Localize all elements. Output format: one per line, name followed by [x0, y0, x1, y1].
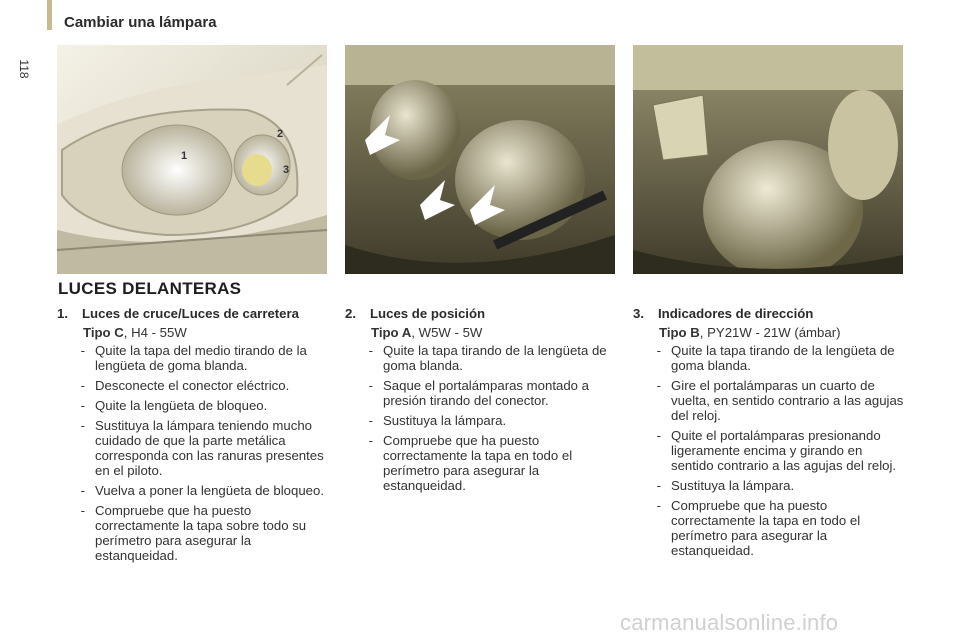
- step-list: [57, 343, 329, 563]
- step-text: Vuelva a poner la lengüeta de bloqueo.: [95, 483, 325, 498]
- step-text: Sustituya la lámpara.: [383, 413, 507, 428]
- bullet-dash: -: [368, 378, 373, 393]
- bulb-type-label: Tipo A: [371, 325, 412, 340]
- bulb-type-label: Tipo C: [83, 325, 124, 340]
- bullet-dash: -: [368, 433, 373, 448]
- page-header: Cambiar una lámpara: [64, 14, 217, 31]
- list-item: [57, 343, 329, 373]
- section-title: LUCES DELANTERAS: [58, 279, 242, 298]
- list-item: [633, 378, 908, 423]
- list-item: [633, 428, 908, 473]
- bulb-type-value: , H4 - 55W: [123, 325, 187, 340]
- bullet-dash: -: [80, 343, 85, 358]
- step-text: Compruebe que ha puesto correctamente la tapa en todo el perímetro para asegurar la estanqueidad.: [383, 433, 573, 493]
- column-position-lamps: [345, 306, 620, 498]
- step-text: Quite la tapa del medio tirando de la lengüeta de goma blanda.: [95, 343, 307, 373]
- list-item: [345, 378, 620, 408]
- step-list: [633, 343, 908, 558]
- item-heading: [633, 306, 908, 321]
- page-number: 118: [17, 59, 31, 79]
- bullet-dash: -: [656, 378, 661, 393]
- item-title: Indicadores de dirección: [658, 306, 814, 321]
- watermark: carmanualsonline.info: [620, 610, 839, 635]
- step-text: Quite la tapa tirando de la lengüeta de goma blanda.: [671, 343, 895, 373]
- step-text: Compruebe que ha puesto correctamente la tapa sobre todo su perímetro para asegurar la estanqueidad.: [95, 503, 307, 563]
- list-item: [57, 378, 329, 393]
- step-text: Quite el portalámparas presionando ligeramente encima y girando en sentido contrario a las agujas del reloj.: [671, 428, 897, 473]
- bulb-type-value: , W5W - 5W: [411, 325, 483, 340]
- callout-2: 2: [277, 128, 284, 140]
- list-item: [633, 498, 908, 558]
- step-list: [345, 343, 620, 493]
- step-text: Desconecte el conector eléctrico.: [95, 378, 290, 393]
- bulb-type-value: , PY21W - 21W (ámbar): [699, 325, 841, 340]
- list-item: [633, 478, 908, 493]
- column-low-high-beam: [57, 306, 329, 568]
- list-item: [633, 343, 908, 373]
- direction-indicator-image: [633, 45, 903, 274]
- bulb-type: [345, 325, 620, 340]
- callout-1: 1: [181, 150, 188, 162]
- step-text: Quite la tapa tirando de la lengüeta de goma blanda.: [383, 343, 607, 373]
- bullet-dash: -: [80, 483, 85, 498]
- headlamp-overview-image: [57, 45, 327, 274]
- bulb-type-label: Tipo B: [659, 325, 700, 340]
- bullet-dash: -: [368, 413, 373, 428]
- step-text: Saque el portalámparas montado a presión tirando del conector.: [383, 378, 590, 408]
- list-item: [57, 418, 329, 478]
- bullet-dash: -: [368, 343, 373, 358]
- list-item: [345, 413, 620, 428]
- callout-3: 3: [283, 164, 290, 176]
- bullet-dash: -: [80, 378, 85, 393]
- item-number: 2.: [345, 306, 356, 321]
- bullet-dash: -: [656, 428, 661, 443]
- item-heading: [345, 306, 620, 321]
- position-lamp-image: [345, 45, 615, 274]
- bulb-type: [57, 325, 329, 340]
- step-text: Sustituya la lámpara teniendo mucho cuidado de que la parte metálica corresponda con las ranuras presentes en el piloto.: [95, 418, 324, 478]
- bullet-dash: -: [656, 343, 661, 358]
- bulb-type: [633, 325, 908, 340]
- item-heading: [57, 306, 329, 321]
- bullet-dash: -: [80, 503, 85, 518]
- step-text: Quite la lengüeta de bloqueo.: [95, 398, 268, 413]
- item-number: 1.: [57, 306, 68, 321]
- step-text: Compruebe que ha puesto correctamente la tapa en todo el perímetro para asegurar la estanqueidad.: [671, 498, 861, 558]
- bullet-dash: -: [656, 478, 661, 493]
- page-edge-bar: [47, 0, 52, 30]
- bullet-dash: -: [80, 398, 85, 413]
- step-text: Sustituya la lámpara.: [671, 478, 795, 493]
- bullet-dash: -: [656, 498, 661, 513]
- column-direction-indicators: [633, 306, 908, 563]
- item-title: Luces de cruce/Luces de carretera: [82, 306, 299, 321]
- item-number: 3.: [633, 306, 644, 321]
- list-item: [345, 343, 620, 373]
- list-item: [57, 398, 329, 413]
- bullet-dash: -: [80, 418, 85, 433]
- list-item: [57, 483, 329, 498]
- step-text: Gire el portalámparas un cuarto de vuelta, en sentido contrario a las agujas del reloj.: [671, 378, 904, 423]
- item-title: Luces de posición: [370, 306, 486, 321]
- list-item: [345, 433, 620, 493]
- list-item: [57, 503, 329, 563]
